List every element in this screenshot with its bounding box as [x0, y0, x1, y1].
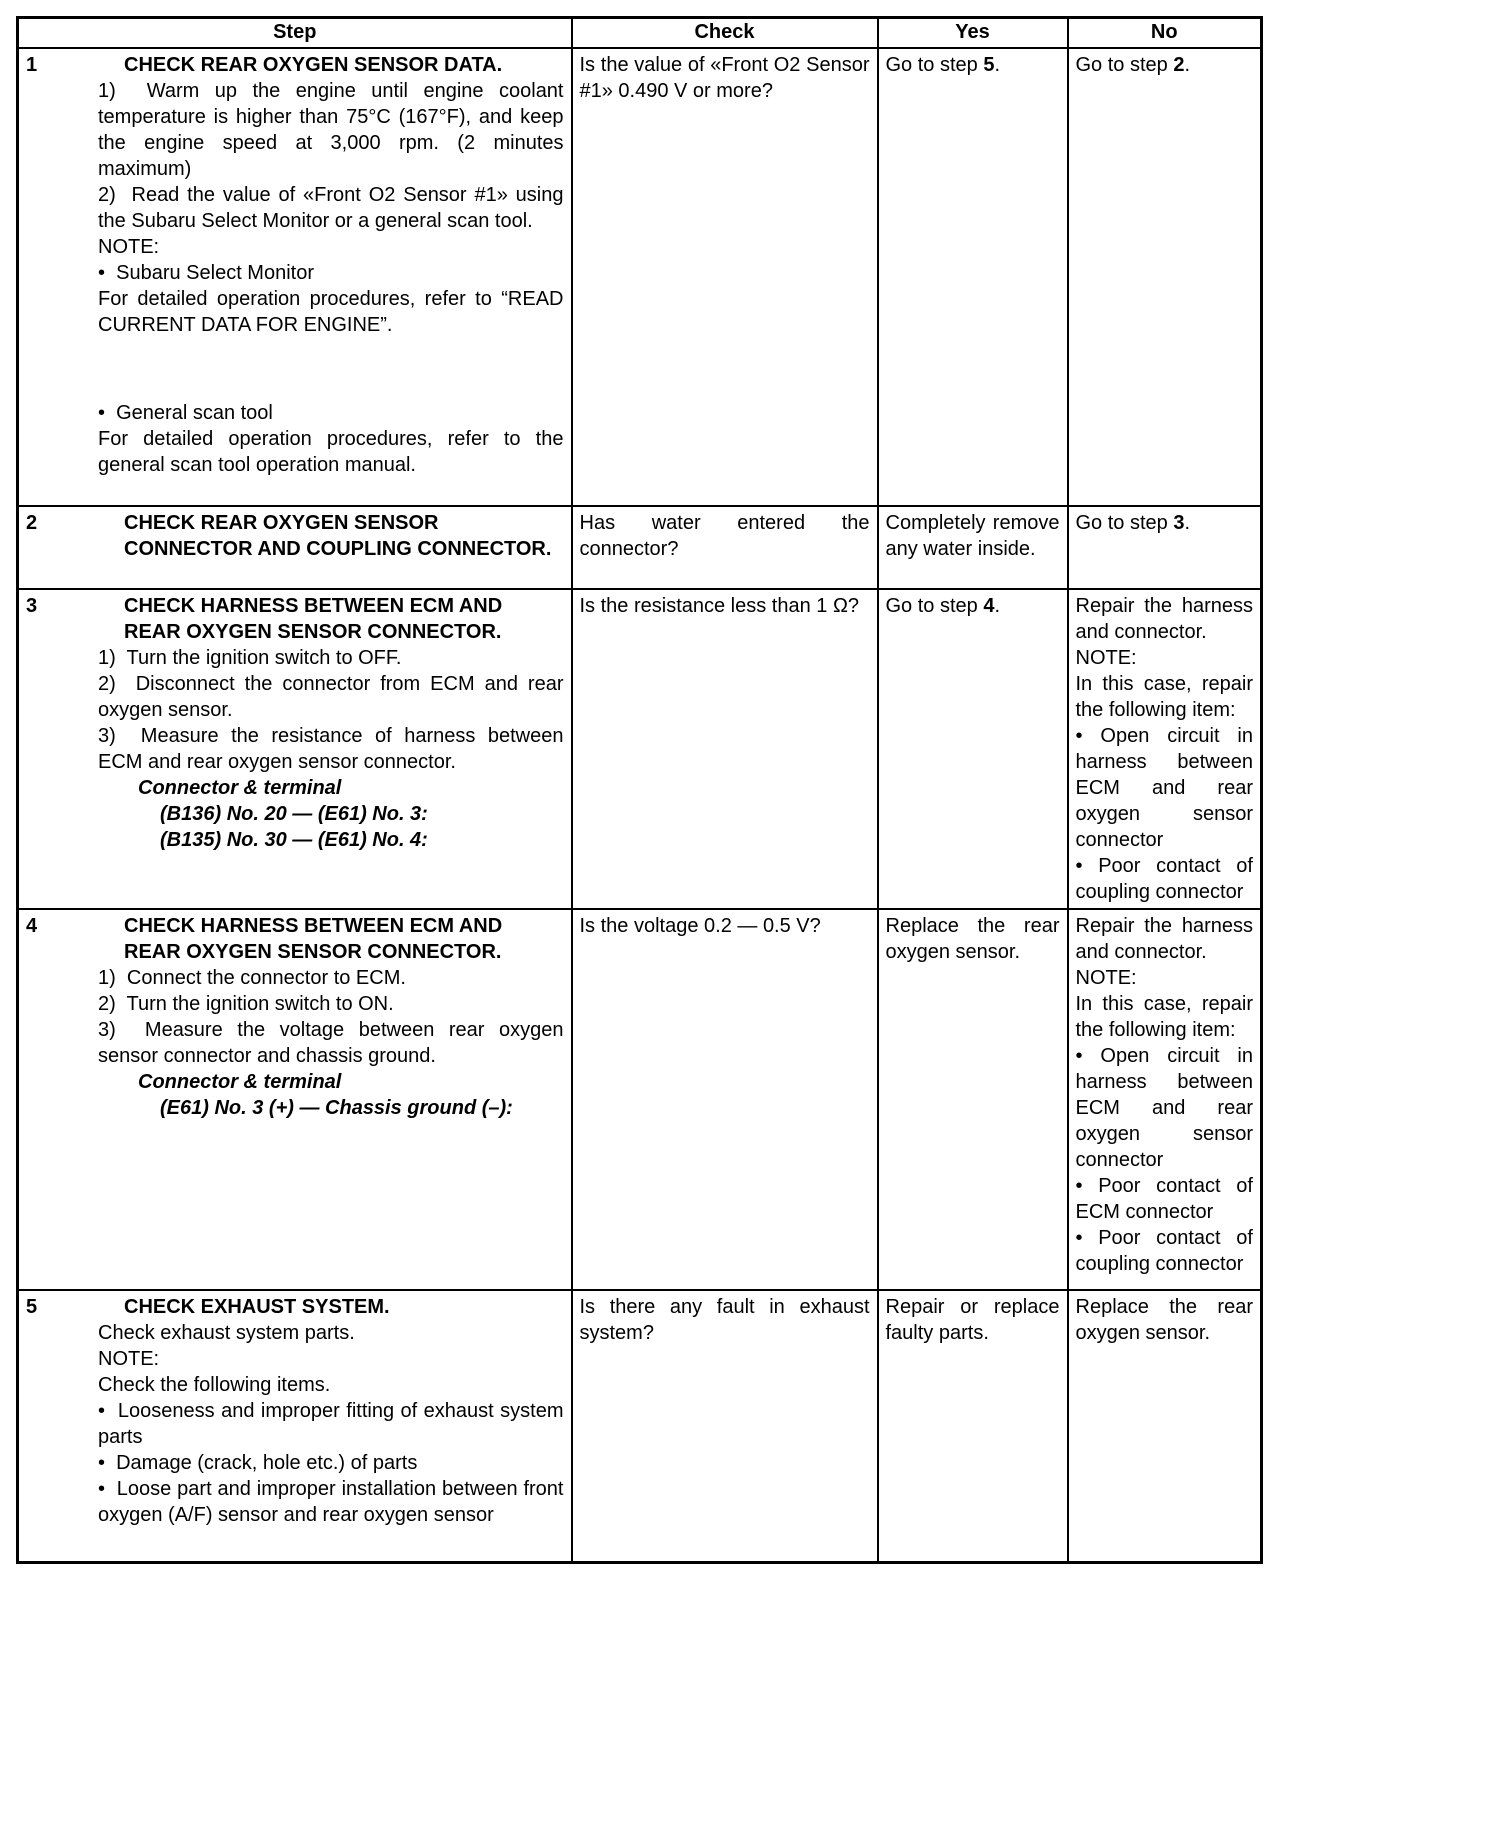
- check-question: Has water entered the connector?: [579, 511, 870, 560]
- step-cell: [18, 909, 572, 1290]
- step-cell: [18, 506, 572, 589]
- yes-text: Go to step: [885, 53, 984, 76]
- step-title: CHECK HARNESS BETWEEN ECM AND REAR OXYGEN SENSOR CONNECTOR.: [124, 594, 503, 643]
- yes-cell: [878, 1290, 1068, 1563]
- note-label: NOTE:: [1075, 966, 1137, 989]
- yes-text-end: .: [994, 594, 1001, 617]
- yes-cell: [878, 48, 1068, 506]
- note-label: NOTE:: [98, 1347, 160, 1370]
- step-instruction: Check the following items.: [98, 1373, 331, 1396]
- step-title: CHECK EXHAUST SYSTEM.: [124, 1295, 390, 1318]
- step-cell: [18, 589, 572, 909]
- column-header-check: Check: [572, 18, 878, 48]
- note-label: NOTE:: [98, 235, 160, 258]
- step-number: 4: [26, 914, 38, 937]
- no-note-text: In this case, repair the following item:: [1075, 992, 1253, 1041]
- step-instruction: For detailed operation procedures, refer to the general scan tool operation manual.: [98, 427, 564, 476]
- step-text-block: [98, 913, 564, 1121]
- no-cell: [1068, 589, 1262, 909]
- step-instruction: 3) Measure the voltage between rear oxygen sensor connector and chassis ground.: [98, 1018, 564, 1067]
- no-text: Go to step: [1075, 511, 1174, 534]
- step-instruction: For detailed operation procedures, refer to “READ CURRENT DATA FOR ENGINE”.: [98, 287, 564, 336]
- yes-action: Repair or replace faulty parts.: [885, 1295, 1060, 1344]
- bullet-item: • Looseness and improper fitting of exhaust system parts: [98, 1399, 564, 1448]
- step-instruction: 2) Turn the ignition switch to ON.: [98, 992, 394, 1015]
- column-header-no: No: [1068, 18, 1262, 48]
- step-text-block: [98, 1294, 564, 1528]
- check-cell: [572, 909, 878, 1290]
- check-question: Is the value of «Front O2 Sensor #1» 0.490 V or more?: [579, 53, 870, 102]
- no-text-end: .: [1184, 511, 1191, 534]
- step-number: 3: [26, 594, 38, 617]
- step-text-block: [98, 593, 564, 853]
- no-cell: [1068, 1290, 1262, 1563]
- yes-action: Completely remove any water inside.: [885, 511, 1060, 560]
- step-reference: 4: [983, 594, 995, 617]
- connector-terminal-label: Connector & terminal: [138, 776, 342, 799]
- step-text-block: [98, 510, 564, 562]
- step-title: CHECK REAR OXYGEN SENSOR CONNECTOR AND COUPLING CONNECTOR.: [124, 511, 552, 560]
- step-instruction: 2) Read the value of «Front O2 Sensor #1» using the Subaru Select Monitor or a general scan tool.: [98, 183, 564, 232]
- bullet-item: • Open circuit in harness between ECM and rear oxygen sensor connector: [1075, 1044, 1253, 1171]
- connector-terminal-spec: (E61) No. 3 (+) — Chassis ground (–):: [160, 1096, 513, 1119]
- no-cell: [1068, 506, 1262, 589]
- check-question: Is the voltage 0.2 — 0.5 V?: [579, 914, 821, 937]
- table-row: [18, 909, 1262, 1290]
- no-cell: [1068, 48, 1262, 506]
- yes-action: [886, 52, 1060, 78]
- step-instruction: 3) Measure the resistance of harness between ECM and rear oxygen sensor connector.: [98, 724, 564, 773]
- no-note-text: In this case, repair the following item:: [1075, 672, 1253, 721]
- yes-cell: [878, 589, 1068, 909]
- step-instruction: Check exhaust system parts.: [98, 1321, 355, 1344]
- step-title: CHECK REAR OXYGEN SENSOR DATA.: [124, 53, 503, 76]
- step-layout: [26, 52, 564, 478]
- table-row: [18, 48, 1262, 506]
- step-cell: [18, 48, 572, 506]
- diagnostic-table: [16, 16, 1263, 1564]
- connector-terminal-spec: (B136) No. 20 — (E61) No. 3:: [160, 802, 428, 825]
- figure-gap: [98, 338, 564, 400]
- step-reference: 3: [1173, 511, 1185, 534]
- table-row: [18, 506, 1262, 589]
- check-question: Is the resistance less than 1 Ω?: [579, 594, 860, 617]
- connector-terminal-label: Connector & terminal: [138, 1070, 342, 1093]
- yes-text-end: .: [994, 53, 1001, 76]
- yes-action: [886, 593, 1060, 619]
- bullet-item: • Poor contact of ECM connector: [1075, 1174, 1253, 1223]
- bullet-item: • General scan tool: [98, 401, 273, 424]
- step-instruction: 2) Disconnect the connector from ECM and rear oxygen sensor.: [98, 672, 564, 721]
- step-title: CHECK HARNESS BETWEEN ECM AND REAR OXYGEN SENSOR CONNECTOR.: [124, 914, 503, 963]
- bullet-item: • Poor contact of coupling connector: [1075, 854, 1253, 903]
- table-row: [18, 589, 1262, 909]
- bullet-item: • Poor contact of coupling connector: [1075, 1226, 1253, 1275]
- step-instruction: 1) Connect the connector to ECM.: [98, 966, 406, 989]
- check-cell: [572, 1290, 878, 1563]
- step-layout: [26, 510, 564, 562]
- check-cell: [572, 48, 878, 506]
- table-row: [18, 1290, 1262, 1563]
- table-header-row: [18, 18, 1262, 48]
- yes-cell: [878, 506, 1068, 589]
- connector-terminal-spec: (B135) No. 30 — (E61) No. 4:: [160, 828, 428, 851]
- step-layout: [26, 913, 564, 1121]
- no-cell: [1068, 909, 1262, 1290]
- column-header-step: Step: [18, 18, 572, 48]
- bullet-item: • Loose part and improper installation between front oxygen (A/F) sensor and rear oxygen sensor: [98, 1477, 564, 1526]
- step-number: 5: [26, 1295, 38, 1318]
- check-question: Is there any fault in exhaust system?: [579, 1295, 870, 1344]
- bullet-item: • Subaru Select Monitor: [98, 261, 314, 284]
- step-layout: [26, 593, 564, 853]
- step-instruction: 1) Turn the ignition switch to OFF.: [98, 646, 402, 669]
- step-cell: [18, 1290, 572, 1563]
- yes-action: Replace the rear oxygen sensor.: [885, 914, 1060, 963]
- yes-text: Go to step: [885, 594, 984, 617]
- note-label: NOTE:: [1075, 646, 1137, 669]
- step-reference: 2: [1173, 53, 1185, 76]
- no-action: [1076, 510, 1254, 536]
- check-cell: [572, 589, 878, 909]
- step-instruction: 1) Warm up the engine until engine coolant temperature is higher than 75°C (167°F), and keep the engine speed at 3,000 rpm. (2 minutes maximum): [98, 79, 564, 180]
- step-reference: 5: [983, 53, 995, 76]
- no-action: Repair the harness and connector.: [1075, 594, 1253, 643]
- no-action: [1076, 52, 1254, 78]
- step-layout: [26, 1294, 564, 1528]
- step-text-block: [98, 52, 564, 478]
- no-action: Replace the rear oxygen sensor.: [1075, 1295, 1253, 1344]
- column-header-yes: Yes: [878, 18, 1068, 48]
- yes-cell: [878, 909, 1068, 1290]
- bullet-item: • Damage (crack, hole etc.) of parts: [98, 1451, 418, 1474]
- step-number: 2: [26, 511, 38, 534]
- check-cell: [572, 506, 878, 589]
- no-action: Repair the harness and connector.: [1075, 914, 1253, 963]
- step-number: 1: [26, 53, 38, 76]
- no-text: Go to step: [1075, 53, 1174, 76]
- no-text-end: .: [1184, 53, 1191, 76]
- bullet-item: • Open circuit in harness between ECM and rear oxygen sensor connector: [1075, 724, 1253, 851]
